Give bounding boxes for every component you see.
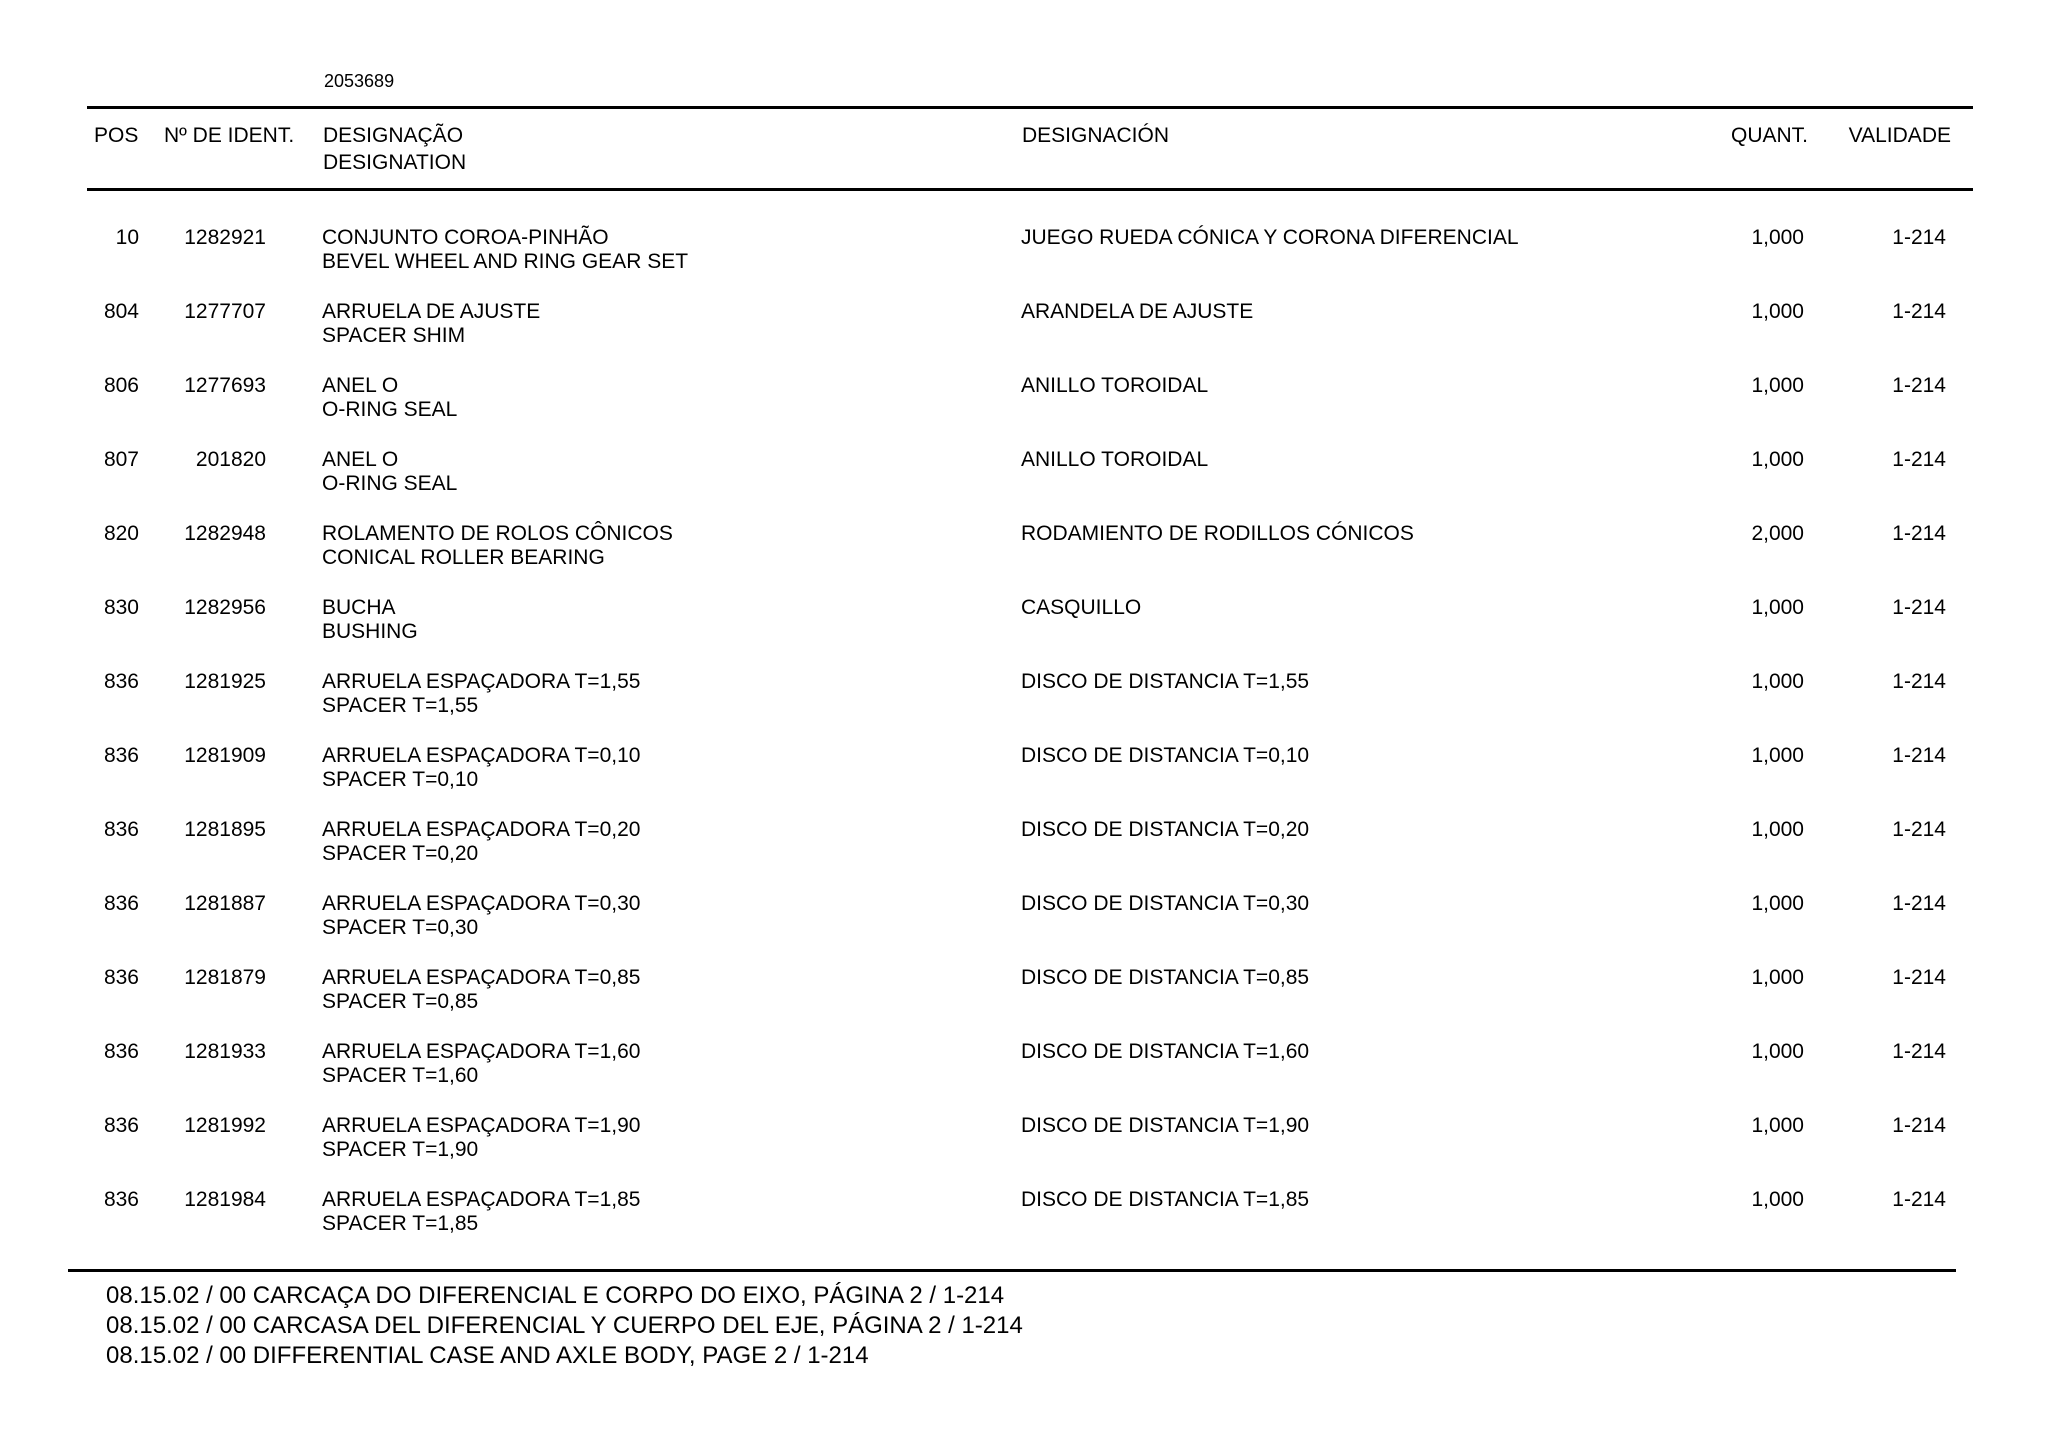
page-footer xyxy=(106,1281,1023,1371)
row-pos: 10 xyxy=(115,226,139,249)
row-ident-number: 1277707 xyxy=(184,300,266,323)
row-ident-number: 1282956 xyxy=(184,596,266,619)
row-designation-pt xyxy=(322,300,540,348)
row-designation-pt-text: ARRUELA DE AJUSTE xyxy=(322,300,541,323)
row-pos: 836 xyxy=(103,966,139,989)
table-row xyxy=(0,444,2048,518)
row-pos: 820 xyxy=(103,522,139,545)
column-header-designation-en: DESIGNATION xyxy=(323,151,467,174)
row-pos: 830 xyxy=(103,596,139,619)
row-validity: 1-214 xyxy=(1892,744,1946,767)
row-designation-pt-text: ANEL O xyxy=(322,448,399,471)
row-pos: 836 xyxy=(103,818,139,841)
table-row xyxy=(0,592,2048,666)
row-designation-pt xyxy=(322,1188,640,1236)
row-pos: 836 xyxy=(103,670,139,693)
row-designation-en-text: SPACER SHIM xyxy=(322,324,466,347)
row-quantity: 1,000 xyxy=(1751,374,1804,397)
document-number: 2053689 xyxy=(324,71,395,91)
row-designation-en-text: O-RING SEAL xyxy=(322,472,458,495)
table-row xyxy=(0,962,2048,1036)
row-ident-number: 1282948 xyxy=(184,522,266,545)
table-row xyxy=(0,1036,2048,1110)
table-row xyxy=(0,370,2048,444)
row-designation-pt-text: CONJUNTO COROA-PINHÃO xyxy=(322,226,609,249)
row-designation-es: JUEGO RUEDA CÓNICA Y CORONA DIFERENCIAL xyxy=(1021,226,1519,249)
row-validity: 1-214 xyxy=(1892,596,1946,619)
row-designation-es: ARANDELA DE AJUSTE xyxy=(1021,300,1254,323)
row-designation-en-text: SPACER T=0,30 xyxy=(322,916,479,939)
row-quantity: 1,000 xyxy=(1751,744,1804,767)
row-designation-pt-text: ARRUELA ESPAÇADORA T=0,85 xyxy=(322,966,641,989)
row-ident-number: 1281887 xyxy=(184,892,266,915)
row-designation-pt-text: BUCHA xyxy=(322,596,396,619)
row-designation-en-text: SPACER T=1,55 xyxy=(322,694,479,717)
row-quantity: 1,000 xyxy=(1751,1188,1804,1211)
row-designation-es: DISCO DE DISTANCIA T=1,85 xyxy=(1021,1188,1310,1211)
row-designation-en-text: CONICAL ROLLER BEARING xyxy=(322,546,605,569)
table-row xyxy=(0,222,2048,296)
row-designation-pt xyxy=(322,448,457,496)
header-top-rule xyxy=(87,106,1973,109)
row-validity: 1-214 xyxy=(1892,892,1946,915)
row-designation-pt-text: ARRUELA ESPAÇADORA T=1,85 xyxy=(322,1188,641,1211)
footer-rule xyxy=(68,1269,1956,1272)
row-designation-pt xyxy=(322,596,418,644)
table-row xyxy=(0,518,2048,592)
column-header-designation-es: DESIGNACIÓN xyxy=(1022,124,1170,147)
row-ident-number: 1281895 xyxy=(184,818,266,841)
row-ident-number: 1277693 xyxy=(184,374,266,397)
row-ident-number: 1282921 xyxy=(184,226,266,249)
row-designation-es: DISCO DE DISTANCIA T=1,60 xyxy=(1021,1040,1310,1063)
row-designation-pt-text: ARRUELA ESPAÇADORA T=1,55 xyxy=(322,670,641,693)
row-pos: 807 xyxy=(103,448,139,471)
row-quantity: 1,000 xyxy=(1751,818,1804,841)
row-ident-number: 1281909 xyxy=(184,744,266,767)
row-designation-pt xyxy=(322,818,640,866)
table-row xyxy=(0,888,2048,962)
row-designation-pt xyxy=(322,966,640,1014)
column-header-validity: VALIDADE xyxy=(1848,124,1951,147)
row-designation-pt xyxy=(322,1114,640,1162)
row-designation-pt xyxy=(322,670,640,718)
row-ident-number: 201820 xyxy=(195,448,266,471)
row-validity: 1-214 xyxy=(1892,818,1946,841)
row-designation-pt xyxy=(322,892,640,940)
row-designation-es: DISCO DE DISTANCIA T=1,55 xyxy=(1021,670,1310,693)
row-quantity: 2,000 xyxy=(1751,522,1804,545)
row-designation-pt xyxy=(322,226,688,274)
row-designation-en-text: SPACER T=1,60 xyxy=(322,1064,479,1087)
row-validity: 1-214 xyxy=(1892,670,1946,693)
row-validity: 1-214 xyxy=(1892,522,1946,545)
row-quantity: 1,000 xyxy=(1751,892,1804,915)
row-validity: 1-214 xyxy=(1892,300,1946,323)
row-designation-pt-text: ARRUELA ESPAÇADORA T=1,60 xyxy=(322,1040,641,1063)
row-quantity: 1,000 xyxy=(1751,1040,1804,1063)
row-quantity: 1,000 xyxy=(1751,596,1804,619)
row-validity: 1-214 xyxy=(1892,374,1946,397)
row-designation-es: DISCO DE DISTANCIA T=1,90 xyxy=(1021,1114,1310,1137)
row-designation-en-text: BUSHING xyxy=(322,620,418,643)
row-pos: 836 xyxy=(103,744,139,767)
column-header-ident: Nº DE IDENT. xyxy=(164,124,295,147)
row-validity: 1-214 xyxy=(1892,448,1946,471)
row-designation-en-text: SPACER T=1,90 xyxy=(322,1138,479,1161)
row-designation-en-text: SPACER T=0,20 xyxy=(322,842,479,865)
row-designation-pt-text: ARRUELA ESPAÇADORA T=0,20 xyxy=(322,818,641,841)
footer-line-en: 08.15.02 / 00 DIFFERENTIAL CASE AND AXLE BODY, PAGE 2 / 1-214 xyxy=(106,1342,869,1369)
row-designation-pt-text: ARRUELA ESPAÇADORA T=1,90 xyxy=(322,1114,641,1137)
row-pos: 836 xyxy=(103,1040,139,1063)
row-designation-pt xyxy=(322,1040,640,1088)
row-designation-pt-text: ARRUELA ESPAÇADORA T=0,10 xyxy=(322,744,641,767)
row-validity: 1-214 xyxy=(1892,966,1946,989)
table-row xyxy=(0,814,2048,888)
row-pos: 836 xyxy=(103,1114,139,1137)
row-designation-es: DISCO DE DISTANCIA T=0,20 xyxy=(1021,818,1310,841)
row-validity: 1-214 xyxy=(1892,226,1946,249)
row-designation-pt-text: ROLAMENTO DE ROLOS CÔNICOS xyxy=(322,522,673,545)
row-designation-en-text: SPACER T=0,10 xyxy=(322,768,479,791)
row-designation-es: DISCO DE DISTANCIA T=0,10 xyxy=(1021,744,1310,767)
row-designation-pt xyxy=(322,744,640,792)
row-ident-number: 1281933 xyxy=(184,1040,266,1063)
row-designation-es: CASQUILLO xyxy=(1021,596,1142,619)
row-ident-number: 1281984 xyxy=(184,1188,266,1211)
row-designation-pt xyxy=(322,522,673,570)
table-row xyxy=(0,1110,2048,1184)
table-row xyxy=(0,1184,2048,1258)
table-row xyxy=(0,296,2048,370)
column-header-pos: POS xyxy=(94,124,139,147)
column-header-quantity: QUANT. xyxy=(1730,124,1808,147)
row-validity: 1-214 xyxy=(1892,1040,1946,1063)
row-designation-pt xyxy=(322,374,457,422)
row-pos: 806 xyxy=(103,374,139,397)
row-pos: 804 xyxy=(103,300,139,323)
row-designation-en-text: SPACER T=0,85 xyxy=(322,990,479,1013)
row-designation-es: DISCO DE DISTANCIA T=0,30 xyxy=(1021,892,1310,915)
table-row xyxy=(0,740,2048,814)
row-quantity: 1,000 xyxy=(1751,300,1804,323)
row-ident-number: 1281992 xyxy=(184,1114,266,1137)
row-designation-es: ANILLO TOROIDAL xyxy=(1021,374,1209,397)
column-header-designation-pt: DESIGNAÇÃO xyxy=(323,124,464,147)
row-quantity: 1,000 xyxy=(1751,226,1804,249)
row-ident-number: 1281925 xyxy=(184,670,266,693)
parts-table-body xyxy=(0,222,2048,1258)
row-designation-en-text: SPACER T=1,85 xyxy=(322,1212,479,1235)
footer-line-es: 08.15.02 / 00 CARCASA DEL DIFERENCIAL Y CUERPO DEL EJE, PÁGINA 2 / 1-214 xyxy=(106,1312,1023,1339)
row-validity: 1-214 xyxy=(1892,1114,1946,1137)
row-designation-pt-text: ANEL O xyxy=(322,374,399,397)
header-bottom-rule xyxy=(87,188,1973,191)
row-ident-number: 1281879 xyxy=(184,966,266,989)
row-quantity: 1,000 xyxy=(1751,1114,1804,1137)
footer-line-pt: 08.15.02 / 00 CARCAÇA DO DIFERENCIAL E CORPO DO EIXO, PÁGINA 2 / 1-214 xyxy=(106,1282,1005,1309)
row-quantity: 1,000 xyxy=(1751,670,1804,693)
row-designation-es: DISCO DE DISTANCIA T=0,85 xyxy=(1021,966,1310,989)
row-quantity: 1,000 xyxy=(1751,448,1804,471)
column-header-designation xyxy=(323,122,466,176)
row-designation-es: ANILLO TOROIDAL xyxy=(1021,448,1209,471)
row-validity: 1-214 xyxy=(1892,1188,1946,1211)
row-designation-en-text: O-RING SEAL xyxy=(322,398,458,421)
row-pos: 836 xyxy=(103,892,139,915)
row-designation-es: RODAMIENTO DE RODILLOS CÓNICOS xyxy=(1021,522,1414,545)
row-designation-pt-text: ARRUELA ESPAÇADORA T=0,30 xyxy=(322,892,641,915)
table-row xyxy=(0,666,2048,740)
row-quantity: 1,000 xyxy=(1751,966,1804,989)
row-designation-en-text: BEVEL WHEEL AND RING GEAR SET xyxy=(322,250,689,273)
row-pos: 836 xyxy=(103,1188,139,1211)
